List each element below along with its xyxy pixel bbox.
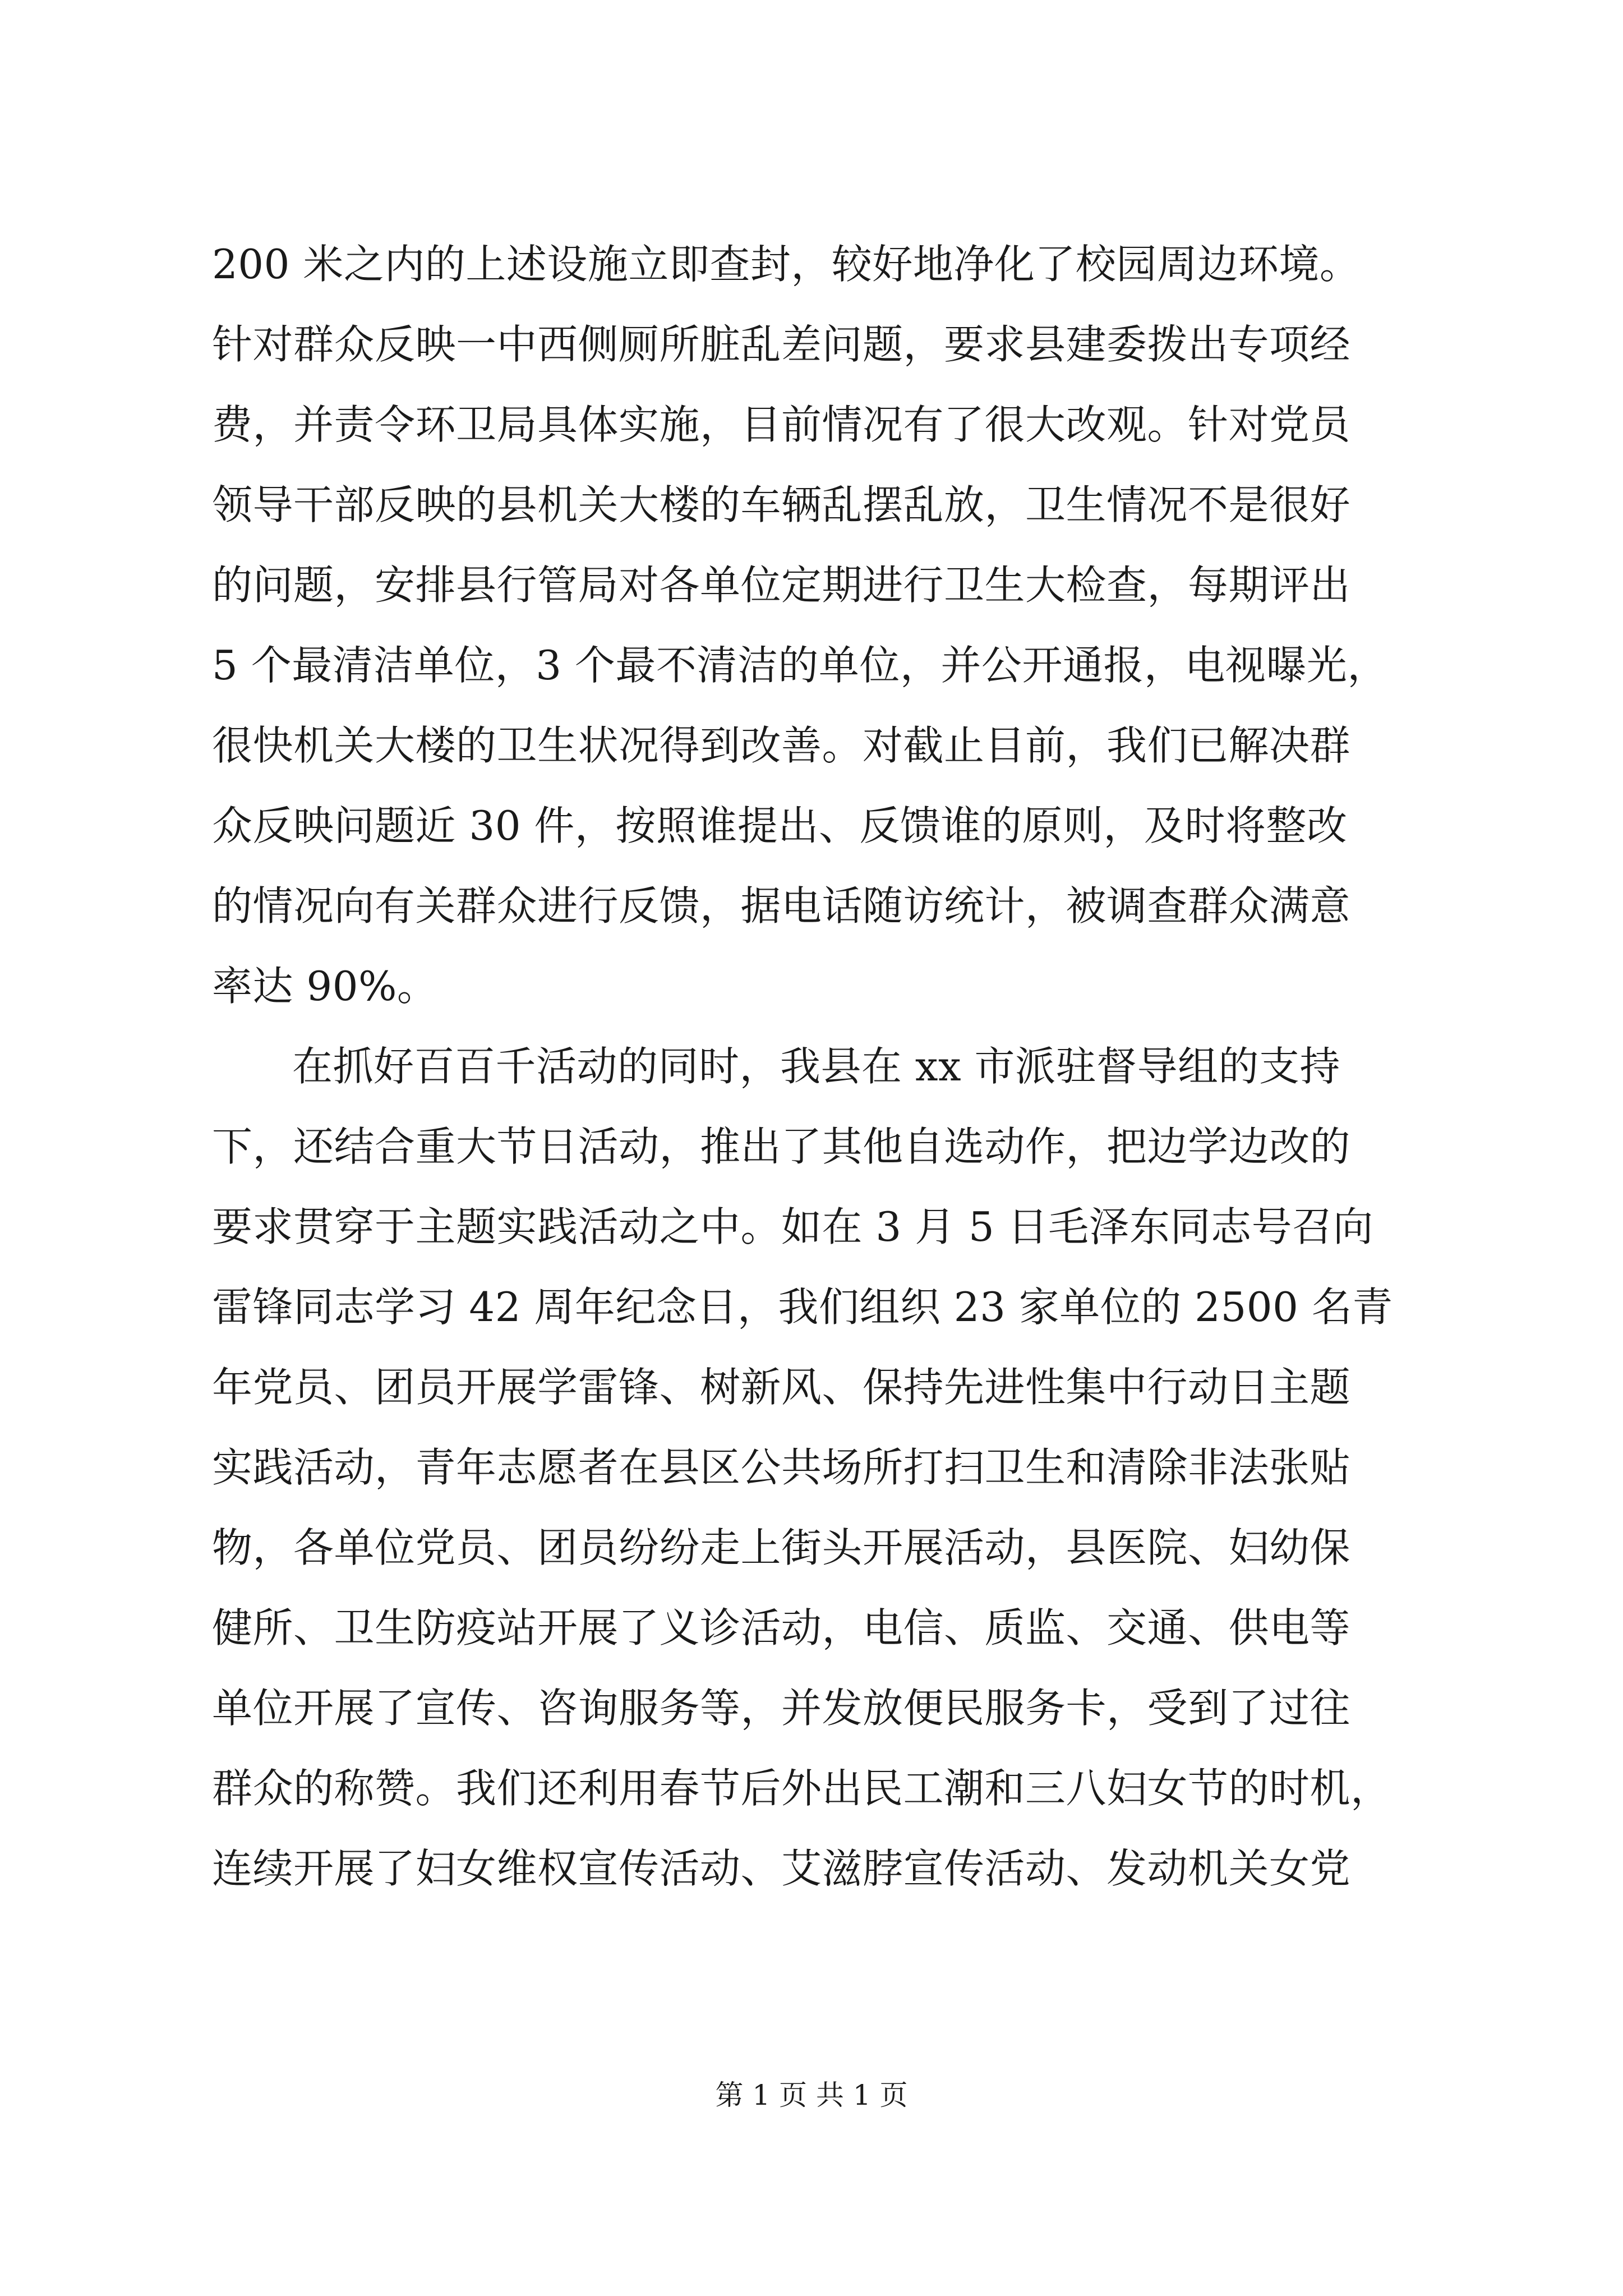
text-line: 费，并责令环卫局具体实施，目前情况有了很大改观。针对党员 (212, 401, 1351, 448)
text-line: 5 个最清洁单位，3 个最不清洁的单位，并公开通报，电视曝光， (212, 642, 1388, 689)
text-line: 单位开展了宣传、咨询服务等，并发放便民服务卡，受到了过往 (212, 1685, 1351, 1732)
text-line: 下，还结合重大节日活动，推出了其他自选动作，把边学边改的 (212, 1123, 1351, 1170)
text-line: 200 米之内的上述设施立即查封，较好地净化了校园周边环境。 (212, 241, 1361, 288)
text-line: 众反映问题近 30 件，按照谁提出、反馈谁的原则，及时将整改 (212, 802, 1348, 849)
document-body (212, 224, 1423, 1909)
text-line: 率达 90%。 (212, 963, 438, 1010)
text-line: 年党员、团员开展学雷锋、树新风、保持先进性集中行动日主题 (212, 1364, 1351, 1411)
text-line: 很快机关大楼的卫生状况得到改善。对截止目前，我们已解决群 (212, 722, 1351, 769)
text-line: 连续开展了妇女维权宣传活动、艾滋脖宣传活动、发动机关女党 (212, 1845, 1351, 1892)
text-line: 群众的称赞。我们还利用春节后外出民工潮和三八妇女节的时机， (212, 1765, 1391, 1812)
page-footer (0, 2076, 1623, 2115)
page-number-label: 第 1 页 共 1 页 (715, 2079, 908, 2111)
text-line: 的情况向有关群众进行反馈，据电话随访统计，被调查群众满意 (212, 882, 1351, 930)
paragraph-first-line: 在抓好百百千活动的同时，我县在 xx 市派驻督导组的支持 (292, 1043, 1340, 1090)
text-line: 健所、卫生防疫站开展了义诊活动，电信、质监、交通、供电等 (212, 1604, 1351, 1651)
text-line: 实践活动，青年志愿者在县区公共场所打扫卫生和清除非法张贴 (212, 1444, 1351, 1491)
text-line: 要求贯穿于主题实践活动之中。如在 3 月 5 日毛泽东同志号召向 (212, 1203, 1374, 1250)
text-line: 领导干部反映的县机关大楼的车辆乱摆乱放，卫生情况不是很好 (212, 481, 1351, 528)
text-line: 的问题，安排县行管局对各单位定期进行卫生大检查，每期评出 (212, 562, 1351, 609)
text-line: 针对群众反映一中西侧厕所脏乱差问题，要求县建委拨出专项经 (212, 321, 1351, 368)
text-line: 雷锋同志学习 42 周年纪念日，我们组织 23 家单位的 2500 名青 (212, 1283, 1393, 1331)
text-line: 物，各单位党员、团员纷纷走上街头开展活动，县医院、妇幼保 (212, 1524, 1351, 1571)
